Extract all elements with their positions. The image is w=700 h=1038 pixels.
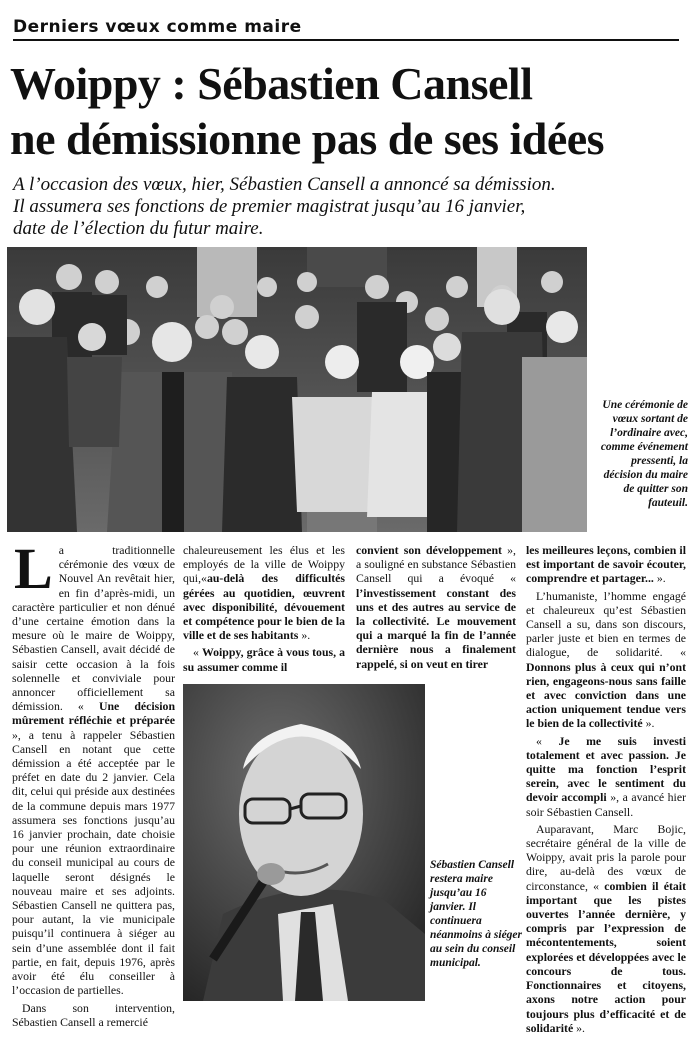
lede-line-1: A l’occasion des vœux, hier, Sébastien Cansell a annoncé sa démission. — [13, 174, 556, 195]
headline — [10, 56, 690, 166]
section-kicker: Derniers vœux comme maire — [13, 16, 679, 41]
paragraph-text: », a avancé hier soir Sébastien Cansell. — [526, 790, 686, 819]
article-column-3 — [356, 543, 516, 674]
ceremony-photo-caption: Une cérémonie de vœux sortant de l’ordinaire avec, comme événement pressenti, la décision du maire de quitter son fauteuil. — [600, 399, 688, 509]
quote-bold: combien il était important que les pistes ouvertes l’année dernière, y compris par l’expression de mécontentements, soient explorées et développées avec le concours de tous. Fonctionnaires et citoyens, axons notre action pour toujours plus d’efficacité et de solidarité — [526, 878, 687, 1035]
quote-bold: les meilleures leçons, combien il est important de savoir écouter, comprendre et partager... — [526, 543, 686, 586]
article-column-4 — [526, 543, 686, 1038]
paragraph-text: ». — [645, 716, 655, 731]
article-column-1 — [12, 536, 176, 1032]
quote-bold: Je me suis investi totalement et avec passion. Je quitte ma fonction l’esprit serein, avec le sentiment du devoir accompli — [526, 733, 686, 805]
quote-bold: l’investissement constant des uns et des autres au service de la collectivité. Le mouvement qui a marqué la fin de l’année dernière nous a finalement rappelé, si on veut en tirer — [356, 585, 516, 671]
paragraph-text: », a tenu à rappeler Sébastien Cansell en notant que cette démission a été acceptée par le préfet en date du 2 janvier. Cela dit, celui qui préside aux destinées de la commune depuis mars 1977 assumera ses fonctions jusqu’au 16 janvier prochain, date choisie pour une réunion extraordinaire du conseil municipal au cours de laquelle seront désignés le nouveau maire et ses adjoints. Sébastien Cansell ne quittera pas, pour autant, la vie municipale puisqu’il continuera à siéger au sein d’une assemblée dont il fait partie, en fait, depuis 1976, après avoir été élu conseiller à l’occasion de partielles. — [12, 727, 175, 998]
paragraph-text: « — [536, 733, 542, 748]
quote-bold: Une décision mûrement réfléchie et préparée — [12, 699, 176, 728]
paragraph-text: a traditionnelle cérémonie des vœux de Nouvel An revêtait hier, en fin d’après-midi, un caractère particulier et non dénué d’une certaine émotion dans la mesure où le maire de Woippy, Sébastien Cansell, avait décidé de saisir cette occasion à la fois solennelle et conviviale pour annoncer officiellement sa démission. « — [12, 543, 175, 714]
quote-bold: au-delà des difficultés gérées au quotidien, œuvrent avec disponibilité, dévouement et compétence pour le bien de la ville et de ses habitants — [183, 571, 345, 643]
article-column-2 — [183, 543, 345, 677]
headline-line-1: Woippy : Sébastien Cansell — [10, 58, 533, 109]
paragraph-text: », a souligné en substance Sébastien Cansell qui a évoqué « — [356, 543, 516, 586]
paragraph-text: « — [193, 645, 199, 660]
portrait-photo-caption: Sébastien Cansell restera maire jusqu’au 16 janvier. Il continuera néanmoins à siéger au sein du conseil municipal. — [430, 859, 523, 969]
paragraph-text: Auparavant, Marc Bojic, secrétaire général de la ville de Woippy, avait pris la parole pour dire, au-delà des vœux de circonstance, « — [526, 821, 686, 893]
quote-bold: convient son développement — [356, 543, 502, 557]
paragraph-text: ». — [301, 628, 311, 643]
paragraph-text: L’humaniste, l’homme engagé et chaleureux qu’est Sébastien Cansell a su, dans son discours, parler juste et bien en termes de dialogue, de solidarité. « — [526, 588, 686, 660]
lede-line-2: Il assumera ses fonctions de premier magistrat jusqu’au 16 janvier, — [13, 196, 526, 217]
headline-line-2: ne démissionne pas de ses idées — [10, 113, 605, 164]
drop-cap: L — [14, 536, 53, 601]
paragraph-text: Dans son intervention, Sébastien Cansell a remercié — [12, 1000, 175, 1029]
quote-bold: Donnons plus à ceux qui n’ont rien, engageons-nous sans faille et avec conviction dans une action uniquement tendue vers le bien de la collectivité — [526, 659, 686, 731]
paragraph-text: chaleureusement les élus et les employés de la ville de Woippy qui,« — [183, 543, 345, 586]
lede-line-3: date de l’élection du futur maire. — [13, 218, 264, 239]
paragraph-text: ». — [656, 571, 666, 586]
ceremony-crowd-photo — [7, 247, 587, 532]
quote-bold: Woippy, grâce à vous tous, a su assumer comme il — [183, 645, 345, 674]
mayor-portrait-photo — [183, 684, 425, 1001]
paragraph-text: ». — [576, 1020, 585, 1035]
lede — [13, 174, 613, 240]
